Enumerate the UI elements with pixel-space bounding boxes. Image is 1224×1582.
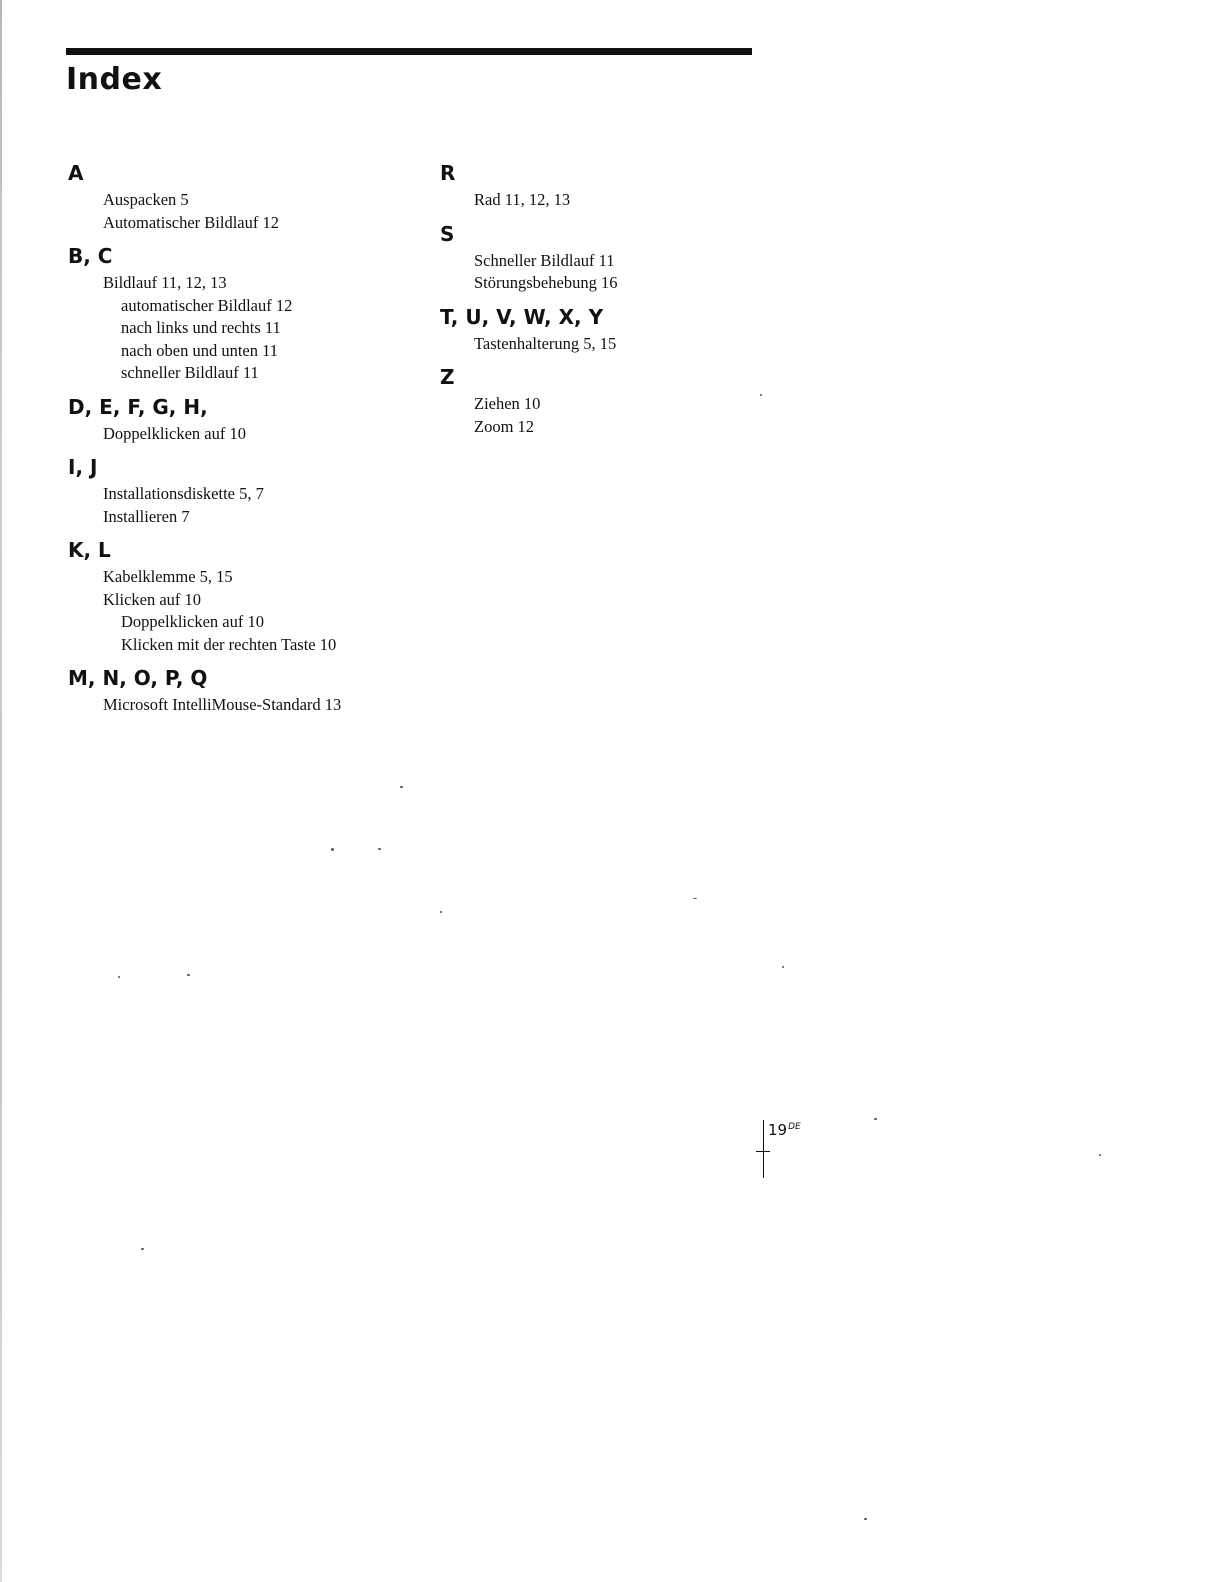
section-heading: T, U, V, W, X, Y — [440, 304, 604, 329]
page-number-rule — [763, 1120, 764, 1178]
index-entry: Kabelklemme 5, 15 — [103, 567, 233, 586]
index-entry: Installationsdiskette 5, 7 — [103, 484, 264, 503]
index-subentry: nach oben und unten 11 — [121, 340, 279, 360]
index-section — [440, 304, 770, 356]
scan-speck — [378, 848, 381, 850]
index-entry: Tastenhalterung 5, 15 — [474, 333, 617, 353]
index-section — [68, 537, 398, 656]
scan-speck — [400, 786, 403, 788]
section-heading: S — [440, 221, 455, 246]
scan-speck — [874, 1118, 877, 1120]
index-entry: Installieren 7 — [103, 506, 190, 526]
scan-speck — [141, 1248, 144, 1250]
index-entry: Rad 11, 12, 13 — [474, 190, 571, 209]
page-number-suffix: DE — [788, 1122, 801, 1132]
index-entry: Zoom 12 — [474, 416, 535, 436]
index-subentry: Klicken mit der rechten Taste 10 — [121, 634, 337, 654]
index-section — [68, 454, 398, 528]
scan-speck — [782, 966, 784, 968]
section-heading: Z — [440, 365, 455, 389]
scan-speck — [864, 1518, 867, 1520]
scan-speck — [331, 848, 334, 851]
index-section — [68, 665, 398, 717]
section-heading: A — [68, 161, 84, 185]
header-rule — [66, 48, 752, 55]
index-entry: Doppelklicken auf 10 — [103, 423, 246, 443]
page-number-value: 19 — [768, 1121, 788, 1139]
scan-speck — [118, 976, 120, 978]
index-subentry: automatischer Bildlauf 12 — [121, 295, 293, 315]
section-heading: B, C — [68, 244, 113, 268]
section-heading: D, E, F, G, H, — [68, 394, 208, 419]
scan-speck — [693, 898, 697, 899]
index-entry: Microsoft IntelliMouse-Standard 13 — [103, 695, 342, 714]
scan-edge — [0, 0, 2, 1582]
index-section — [440, 364, 770, 438]
index-section — [68, 394, 398, 446]
section-heading: M, N, O, P, Q — [68, 666, 208, 690]
page-title: Index — [66, 62, 163, 97]
index-entry: Ziehen 10 — [474, 394, 541, 413]
index-section — [440, 221, 770, 295]
section-heading: I, J — [68, 455, 98, 479]
index-column-left — [68, 160, 398, 726]
scan-speck — [187, 974, 190, 976]
scan-speck — [440, 911, 442, 913]
index-section — [68, 160, 398, 234]
index-section — [440, 160, 770, 212]
page-number — [768, 1121, 801, 1139]
section-heading: K, L — [68, 538, 111, 562]
index-entry: Schneller Bildlauf 11 — [474, 250, 615, 270]
scan-speck — [760, 394, 762, 396]
index-subentry: schneller Bildlauf 11 — [121, 363, 259, 382]
section-heading: R — [440, 161, 456, 185]
index-entry: Bildlauf 11, 12, 13 — [103, 273, 227, 292]
index-entry: Automatischer Bildlauf 12 — [103, 212, 279, 232]
index-subentry: nach links und rechts 11 — [121, 318, 281, 337]
scan-speck — [1099, 1154, 1101, 1156]
index-entry: Klicken auf 10 — [103, 589, 202, 609]
index-entry: Störungsbehebung 16 — [474, 273, 618, 292]
index-column-right — [440, 160, 770, 447]
index-entry: Auspacken 5 — [103, 190, 189, 209]
page-number-tick — [756, 1151, 770, 1152]
index-subentry: Doppelklicken auf 10 — [121, 612, 264, 631]
index-section — [68, 243, 398, 385]
